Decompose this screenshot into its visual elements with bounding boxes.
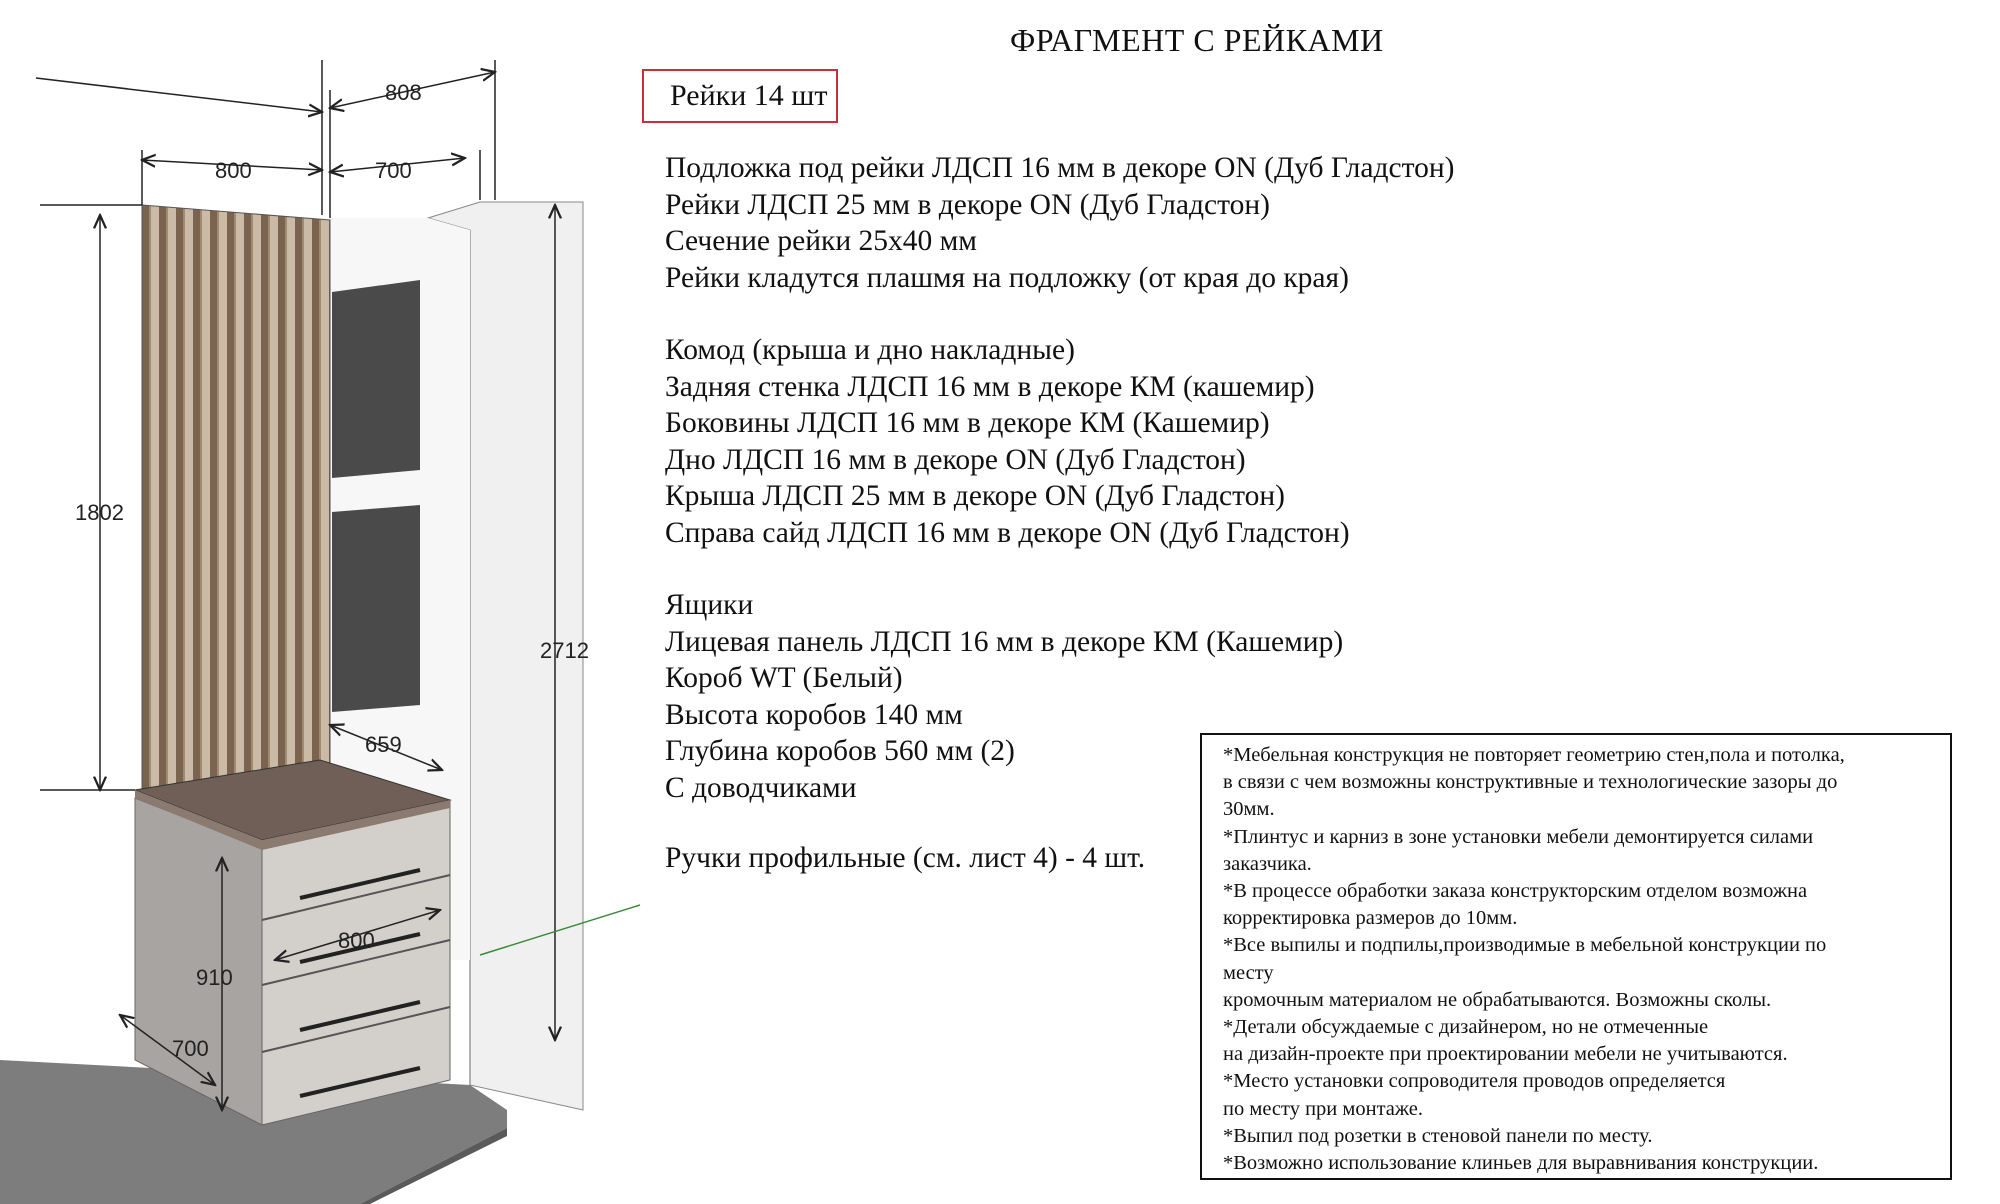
note-line: *Плинтус и карниз в зоне установки мебели демонтируется силами	[1223, 825, 1814, 848]
note-line: *Выпил под розетки в стеновой панели по месту.	[1223, 1124, 1653, 1147]
note-line: *Возможно использование клиньев для выравнивания конструкции.	[1223, 1152, 1819, 1175]
note-line: 30мм.	[1223, 798, 1275, 821]
dim-dresser-width: 800	[338, 928, 375, 953]
spec-line: Крыша ЛДСП 25 мм в декоре ON (Дуб Гладстон)	[665, 480, 1286, 512]
spec-line: Задняя стенка ЛДСП 16 мм в декоре КМ (кашемир)	[665, 370, 1315, 403]
spec-line: Рейки ЛДСП 25 мм в декоре ON (Дуб Гладстон)	[665, 188, 1270, 221]
dim-total-height: 2712	[540, 638, 589, 663]
spec-line: Рейки кладутся плашмя на подложку (от края до края)	[665, 261, 1349, 294]
spec-line: Комод (крыша и дно накладные)	[665, 334, 1075, 366]
page-title: ФРАГМЕНТ С РЕЙКАМИ	[1010, 22, 1384, 58]
spec-line: Глубина коробов 560 мм (2)	[665, 735, 1015, 767]
note-line: месту	[1223, 961, 1274, 984]
spec-line: Лицевая панель ЛДСП 16 мм в декоре КМ (Кашемир)	[665, 625, 1344, 658]
spec-slats	[665, 150, 1454, 296]
note-line: *Все выпилы и подпилы,производимые в мебельной конструкции по	[1223, 934, 1827, 957]
mirror-lower	[332, 505, 420, 712]
spec-line: Подложка под рейки ЛДСП 16 мм в декоре ON (Дуб Гладстон)	[665, 152, 1455, 184]
spec-line: Короб WT (Белый)	[665, 662, 903, 694]
spec-line: Сечение рейки 25х40 мм	[665, 225, 977, 257]
note-line: в связи с чем возможны конструктивные и технологические зазоры до	[1223, 771, 1838, 794]
spec-line: Справа сайд ЛДСП 16 мм в декоре ON (Дуб Гладстон)	[665, 516, 1350, 549]
dim-panel-height: 1802	[75, 500, 124, 525]
note-line: кромочным материалом не обрабатываются. Возможны сколы.	[1223, 988, 1772, 1011]
spec-line: Боковины ЛДСП 16 мм в декоре КМ (Кашемир)	[665, 407, 1270, 439]
dim-counter-depth: 659	[365, 732, 402, 757]
notes-box	[1200, 733, 1952, 1180]
note-line: на дизайн-проекте при проектировании мебели не учитываются.	[1223, 1043, 1788, 1066]
dim-dresser-depth: 700	[172, 1036, 209, 1061]
note-line: *Детали обсуждаемые с дизайнером, но не отмеченные	[1223, 1016, 1709, 1039]
dim-top-total: 808	[385, 80, 422, 105]
spec-handles	[665, 840, 1145, 877]
dim-top-right: 700	[375, 158, 412, 183]
note-line: *Место установки сопроводителя проводов определяется	[1223, 1070, 1726, 1093]
spec-line: Ручки профильные (см. лист 4) - 4 шт.	[665, 842, 1146, 874]
note-line: заказчика.	[1223, 852, 1312, 875]
dim-top-left: 800	[215, 158, 252, 183]
note-line: по месту при монтаже.	[1223, 1097, 1424, 1120]
note-line: корректировка размеров до 10мм.	[1223, 907, 1518, 930]
spec-line: С доводчиками	[665, 771, 857, 804]
mirror-upper	[332, 280, 420, 478]
slat-panel	[142, 205, 330, 790]
spec-line: Дно ЛДСП 16 мм в декоре ON (Дуб Гладстон)	[665, 443, 1246, 476]
note-line: *Мебельная конструкция не повторяет геометрию стен,пола и потолка,	[1223, 744, 1845, 766]
slats-count-box: Рейки 14 шт	[642, 69, 838, 123]
note-line: *В процессе обработки заказа конструкторским отделом возможна	[1223, 880, 1808, 903]
spec-line: Высота коробов 140 мм	[665, 698, 963, 731]
spec-dresser	[665, 332, 1350, 551]
spec-line: Ящики	[665, 589, 754, 621]
dim-dresser-height: 910	[196, 965, 233, 990]
